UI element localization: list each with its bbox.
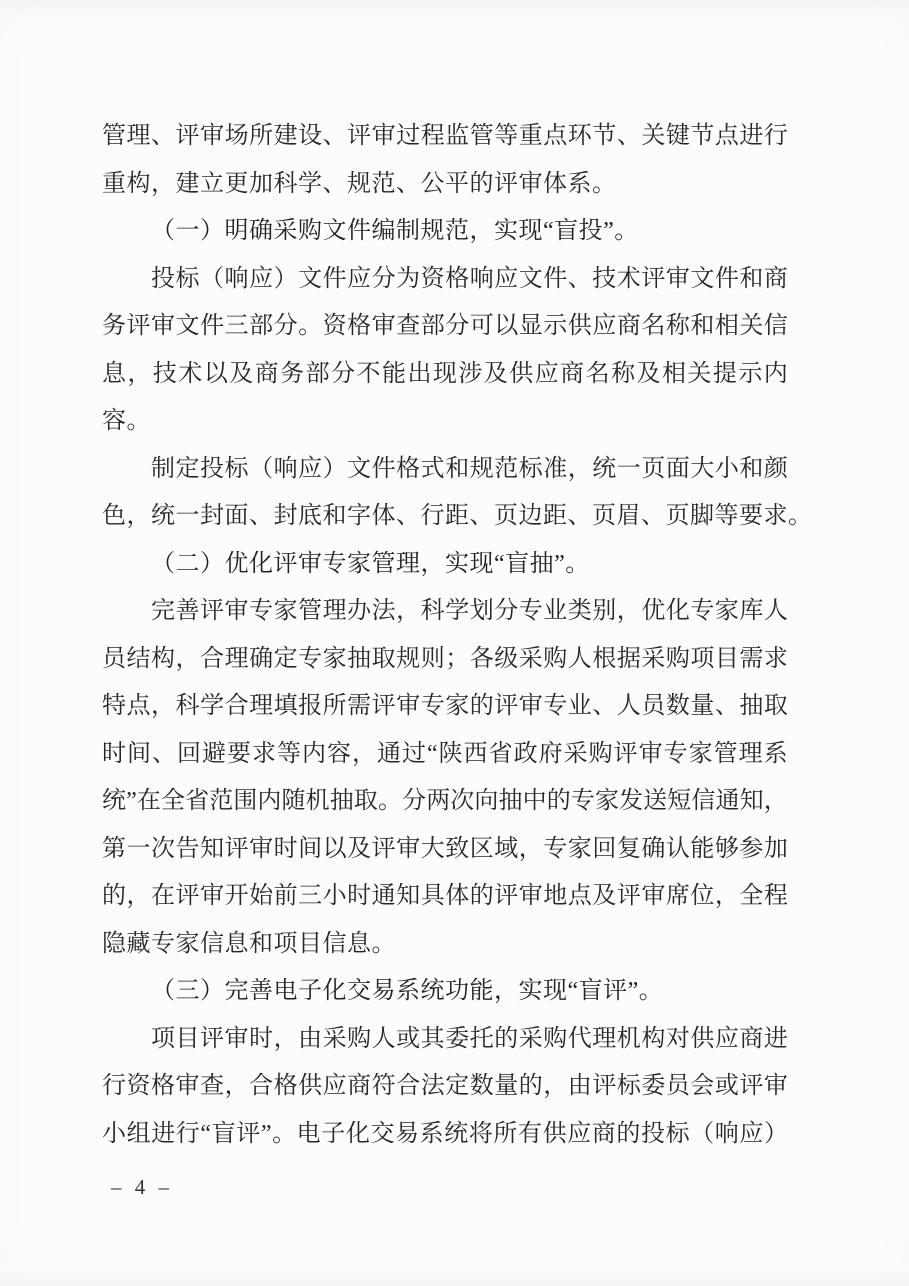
- text-line: 容。: [102, 408, 151, 434]
- text-line: 员 结 构 ， 合 理 确 定 专 家 抽 取 规 则 ； 各 级 采 购 人 根 据 采 购 项 目 需 求: [102, 645, 788, 672]
- section-heading: （一）明确采购文件编制规范，实现“盲投”。: [151, 218, 639, 244]
- text-line: 制 定 投 标 （ 响 应 ） 文 件 格 式 和 规 范 标 准 ， 统 一 页 面 大 小 和 颜: [151, 455, 788, 482]
- text-line: 管 理 、 评 审 场 所 建 设 、 评 审 过 程 监 管 等 重 点 环 节 、 关 键 节 点 进 行: [102, 123, 788, 149]
- text-line: 时 间 、 回 避 要 求 等 内 容 ， 通 过 “ 陕 西 省 政 府 采 购 评 审 专 家 管 理 系: [102, 740, 788, 767]
- text-line: 项 目 评 审 时 ， 由 采 购 人 或 其 委 托 的 采 购 代 理 机 构 对 供 应 商 进: [151, 1025, 788, 1052]
- text-line: 息 ， 技 术 以 及 商 务 部 分 不 能 出 现 涉 及 供 应 商 名 称 及 相 关 提 示 内: [102, 360, 788, 387]
- text-line: 小 组 进 行 “ 盲 评 ” 。 电 子 化 交 易 系 统 将 所 有 供 应 商 的 投 标 （ 响 应 ）: [102, 1120, 788, 1147]
- text-line: 色，统一封面、封底和字体、行距、页边距、页眉、页脚等要求。: [102, 503, 813, 529]
- text-line: 行 资 格 审 查 ， 合 格 供 应 商 符 合 法 定 数 量 的 ， 由 评 标 委 员 会 或 评 审: [102, 1073, 788, 1099]
- document-body: [102, 113, 813, 1158]
- text-line: 投 标 （ 响 应 ） 文 件 应 分 为 资 格 响 应 文 件 、 技 术 评 审 文 件 和 商: [151, 265, 788, 292]
- text-line: 隐藏专家信息和项目信息。: [102, 930, 396, 957]
- text-line: 的 ， 在 评 审 开 始 前 三 小 时 通 知 具 体 的 评 审 地 点 及 评 审 席 位 ， 全 程: [102, 883, 788, 909]
- text-line: 重构，建立更加科学、规范、公平的评审体系。: [102, 170, 617, 197]
- section-heading: （三）完善电子化交易系统功能，实现“盲评”。: [151, 978, 664, 1004]
- text-line: 务 评 审 文 件 三 部 分 。 资 格 审 查 部 分 可 以 显 示 供 应 商 名 称 和 相 关 信: [102, 313, 788, 339]
- text-line: 完 善 评 审 专 家 管 理 办 法 ， 科 学 划 分 专 业 类 别 ， 优 化 专 家 库 人: [151, 598, 788, 624]
- text-line: 特 点 ， 科 学 合 理 填 报 所 需 评 审 专 家 的 评 审 专 业 、 人 员 数 量 、 抽 取: [102, 693, 788, 719]
- section-heading: （二）优化评审专家管理，实现“盲抽”。: [151, 550, 590, 577]
- text-line: 统 ” 在 全 省 范 围 内 随 机 抽 取 。 分 两 次 向 抽 中 的 专 家 发 送 短 信 通 知 ，: [102, 788, 788, 814]
- text-line: 第 一 次 告 知 评 审 时 间 以 及 评 审 大 致 区 域 ， 专 家 回 复 确 认 能 够 参 加: [102, 835, 788, 862]
- page-number: – 4 –: [111, 1175, 170, 1199]
